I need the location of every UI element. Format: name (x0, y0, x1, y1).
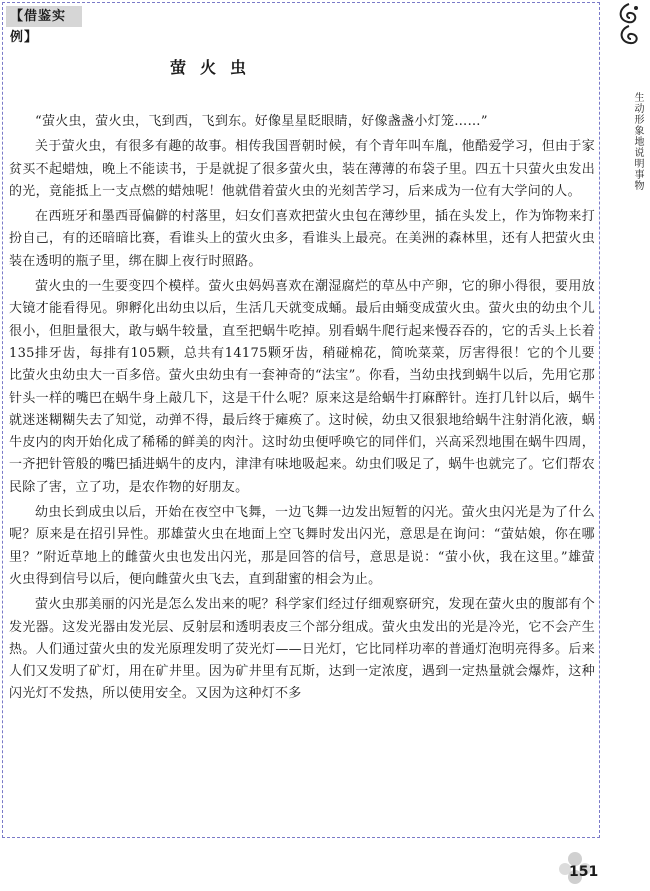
section-tag: 【借鉴实例】 (6, 6, 82, 27)
paragraph: 在西班牙和墨西哥偏僻的村落里，妇女们喜欢把萤火虫包在薄纱里，插在头发上，作为饰物来打扮自己，有的还暗暗比赛，看谁头上的萤火虫多，看谁头上最亮。在美洲的森林里，还有人把萤火虫装在透明的瓶子里，绑在脚上夜行时照路。 (9, 209, 595, 269)
article-body (9, 111, 595, 709)
paragraph: 关于萤火虫，有很多有趣的故事。相传我国晋朝时候，有个青年叫车胤，他酷爱学习，但由于家贫买不起蜡烛，晚上不能读书，于是就捉了很多萤火虫，装在薄薄的布袋子里。四五十只萤火虫发出的光，竟能抵上一支点燃的蜡烛呢！他就借着萤火虫的光刻苦学习，后来成为一位有大学问的人。 (9, 139, 595, 199)
paragraph: 幼虫长到成虫以后，开始在夜空中飞舞，一边飞舞一边发出短暂的闪光。萤火虫闪光是为了什么呢？原来是在招引异性。那雄萤火虫在地面上空飞舞时发出闪光，意思是在询问：“萤姑娘，你在哪里？”附近草地上的雌萤火虫也发出闪光，那是回答的信号，意思是说：“萤小伙，我在这里。”雄萤火虫得到信号以后，便向雌萤火虫飞去，直到甜蜜的相会为止。 (9, 505, 595, 587)
page-frame (2, 2, 600, 838)
paragraph: “萤火虫，萤火虫，飞到西，飞到东。好像星星眨眼睛，好像盏盏小灯笼……” (35, 114, 488, 129)
article-title: 萤火虫 (169, 58, 260, 77)
page-number: 151 (569, 864, 599, 880)
paragraph: 萤火虫的一生要变四个模样。萤火虫妈妈喜欢在潮湿腐烂的草丛中产卵，它的卵小得很，要用放大镜才能看得见。卵孵化出幼虫以后，生活几天就变成蛹。最后由蛹变成萤火虫。萤火虫的幼虫个儿很小，但胆量很大，敢与蜗牛较量，直至把蜗牛吃掉。别看蜗牛爬行起来慢吞吞的，它的舌头上长着135排牙齿，每排有105颗，总共有14175颗牙齿，稍碰棉花，简吮菜菜，厉害得很！它的个儿要比萤火虫幼虫大一百多倍。萤火虫幼虫有一套神奇的“法宝”。你看，当幼虫找到蜗牛以后，先用它那针头一样的嘴巴在蜗牛身上敲几下，这是干什么呢？原来这是给蜗牛打麻醉针。连打几针以后，蜗牛就迷迷糊糊失去了知觉，动弹不得，最后终于瘫痪了。这时候，幼虫又很狠地给蜗牛注射消化液，蜗牛皮内的肉开始化成了稀稀的鲜美的肉汁。这时幼虫便呼唤它的同伴们，兴高采烈地围在蜗牛四周，一齐把针管般的嘴巴插进蜗牛的皮内，津津有味地吸起来。幼虫们吸足了，蜗牛也就完了。它们帮农民除了害，立了功，是农作物的好朋友。 (9, 279, 595, 495)
side-label: 生动形象地说明事物 (632, 92, 643, 191)
paragraph: 萤火虫那美丽的闪光是怎么发出来的呢？科学家们经过仔细观察研究，发现在萤火虫的腹部有个发光器。这发光器由发光层、反射层和透明表皮三个部分组成。萤火虫发出的光是冷光，它不会产生热。人们通过萤火虫的发光原理发明了荧光灯——日光灯，它比同样功率的普通灯泡明亮得多。后来人们又发明了矿灯，用在矿井里。因为矿井里有瓦斯，达到一定浓度，遇到一定热量就会爆炸，这种闪光灯不发热，所以使用安全。又因为这种灯不多 (9, 597, 595, 702)
swirl-ornament-icon (614, 2, 644, 46)
